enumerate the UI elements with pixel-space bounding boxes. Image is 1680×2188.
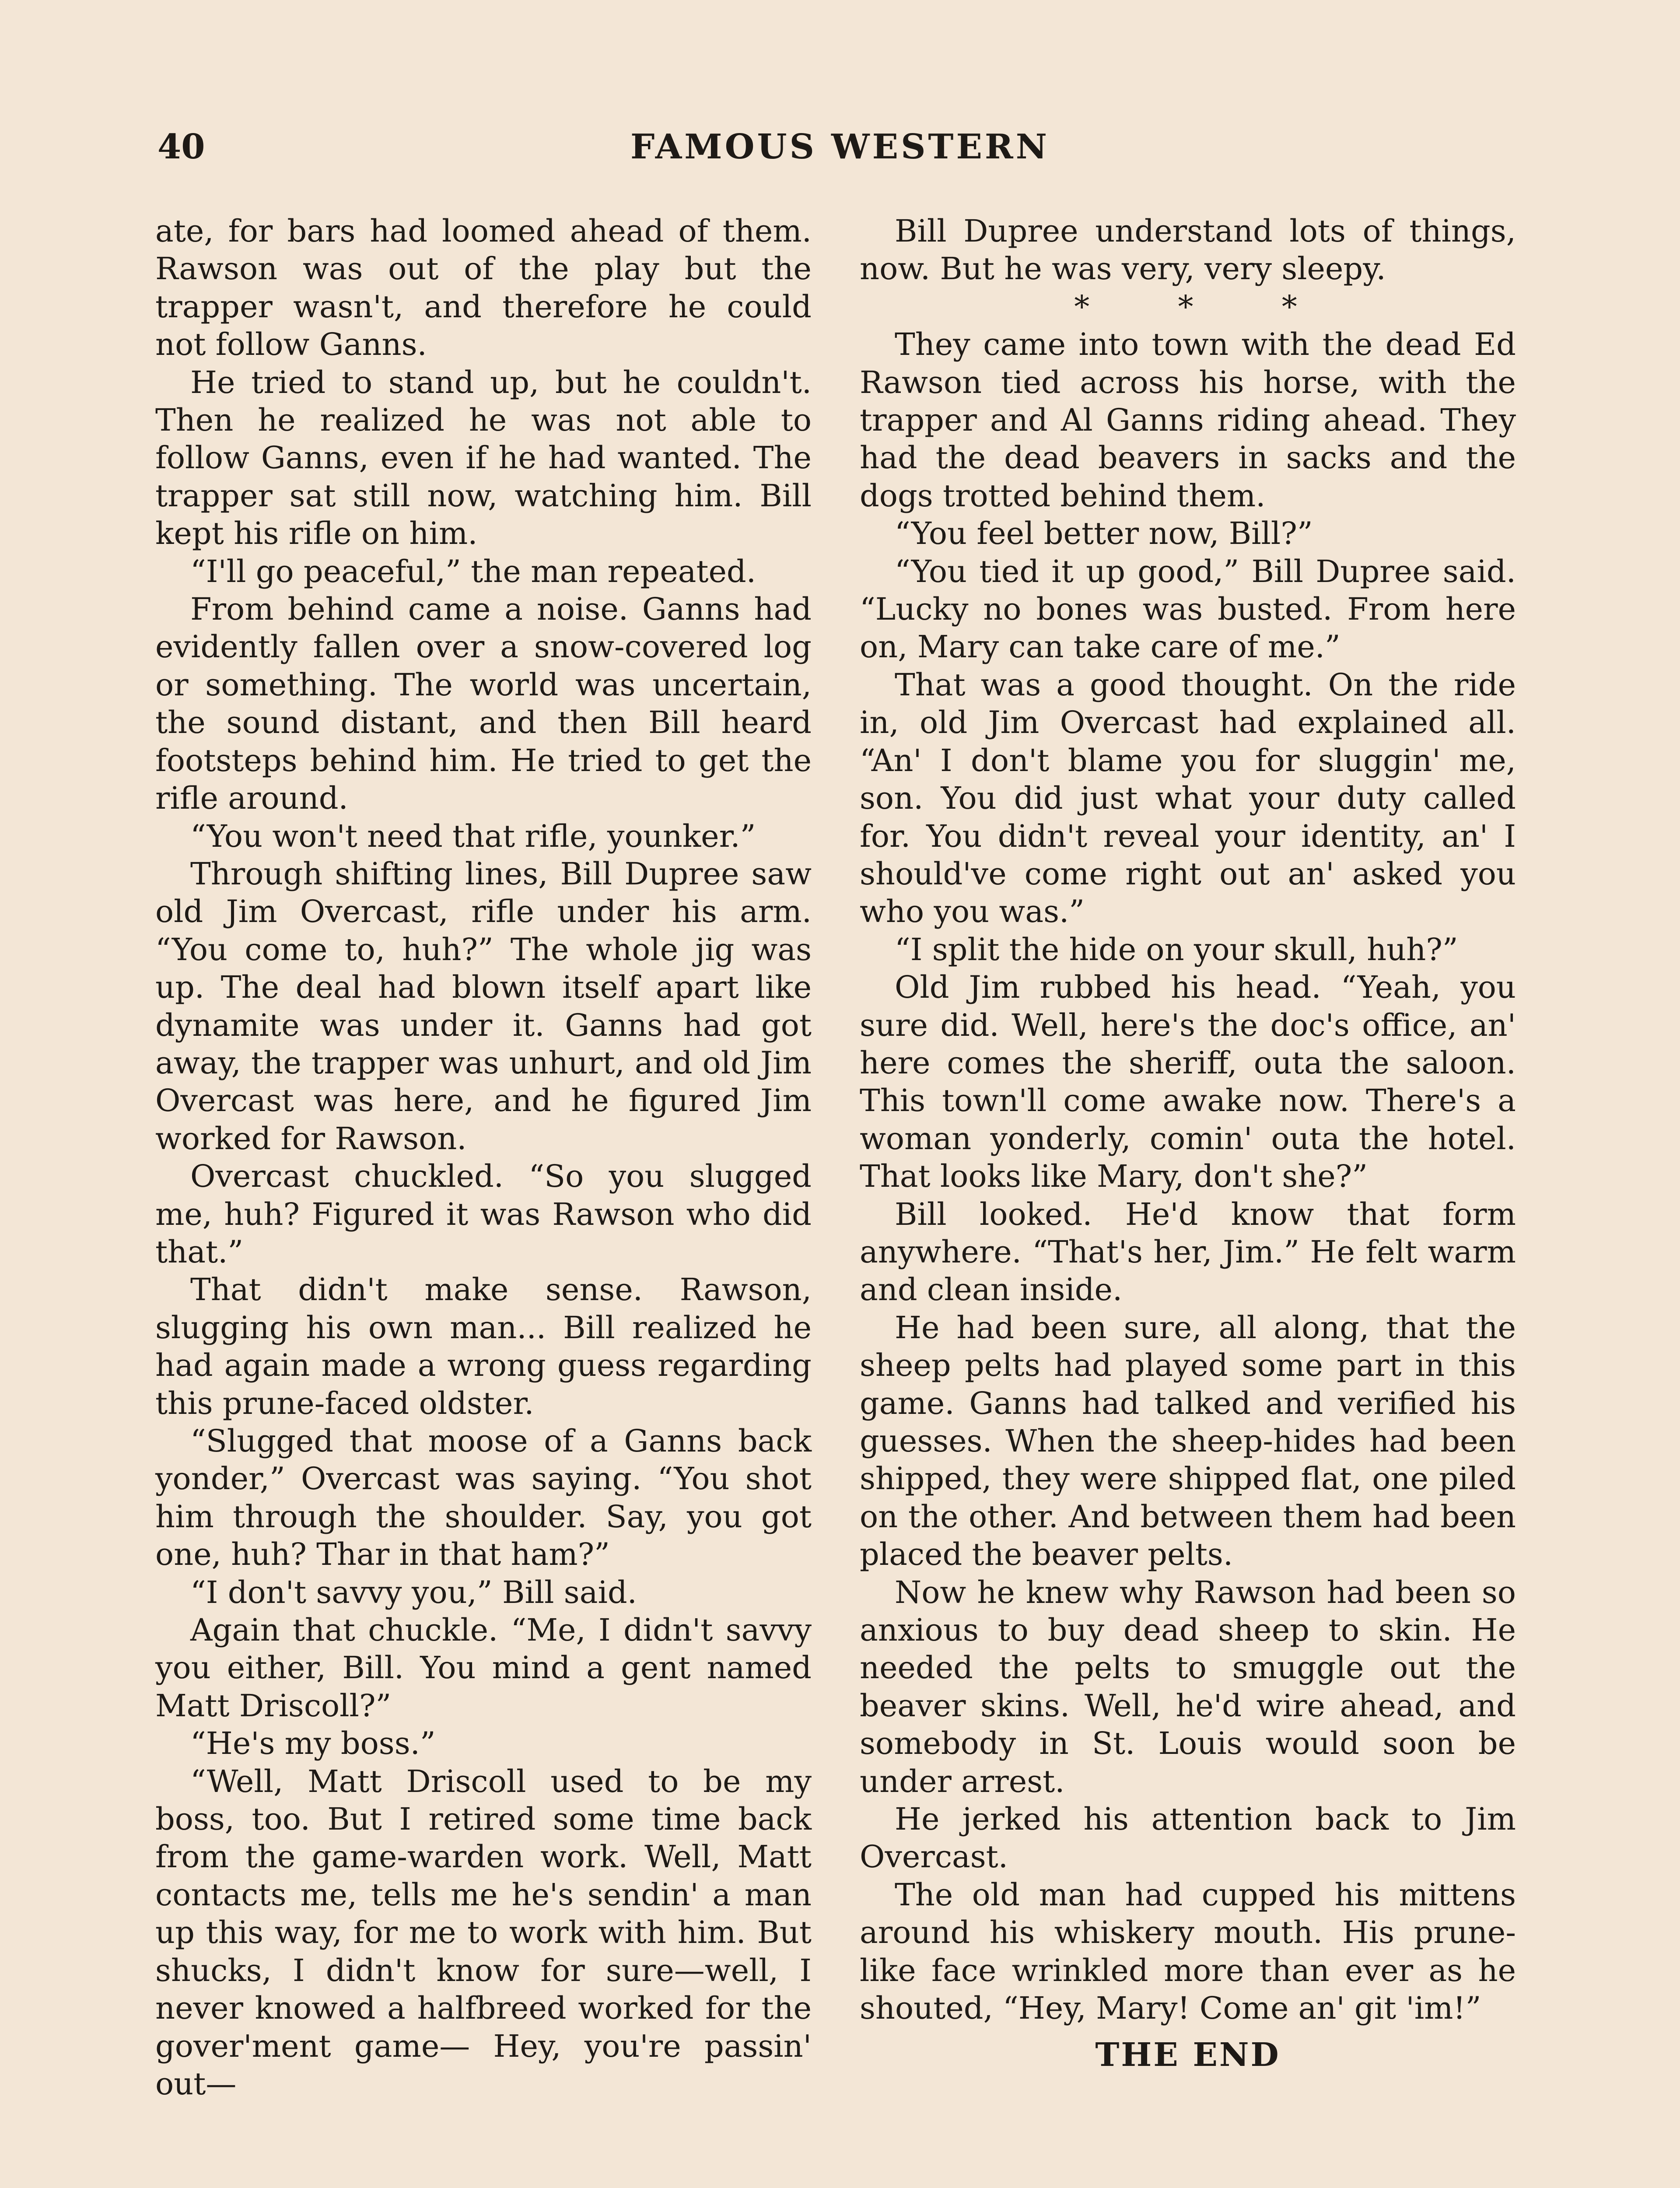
the-end-label: THE END [1095,2036,1281,2074]
paragraph: The old man had cupped his mittens around his whiskery mouth. His prune-like face wrinkled more than ever as he shouted, “Hey, Mary! Come an' git 'im!” [860,1876,1516,2027]
paragraph: “You feel better now, Bill?” [895,515,1313,552]
paragraph: That was a good thought. On the ride in, old Jim Overcast had explained all. “An' I don't blame you for sluggin' me, son. You did just what your duty called for. You didn't reveal your identity, an' I should've come right out an' asked you who you was.” [860,666,1516,930]
paragraph: From behind came a noise. Ganns had evidently fallen over a snow-covered log or something. The world was uncertain, the sound distant, and then Bill heard footsteps behind him. He tried to get the rifle around. [155,591,812,817]
section-break: * * * [1074,288,1302,325]
paragraph: “You won't need that rifle, younker.” [190,818,756,854]
paragraph: He jerked his attention back to Jim Overcast. [860,1801,1516,1875]
left-column [155,212,812,2103]
paragraph: “I don't savvy you,” Bill said. [190,1574,637,1610]
paragraph: Old Jim rubbed his head. “Yeah, you sure did. Well, here's the doc's office, an' here comes the sheriff, outa the saloon. This town'll come awake now. There's a woman yonderly, comin' outa the hotel. That looks like Mary, don't she?” [860,969,1516,1195]
paragraph: Bill looked. He'd know that form anywhere. “That's her, Jim.” He felt warm and clean inside. [860,1196,1516,1308]
paragraph: Through shifting lines, Bill Dupree saw old Jim Overcast, rifle under his arm. “You come to, huh?” The whole jig was up. The deal had blown itself apart like dynamite was under it. Ganns had got away, the trapper was unhurt, and old Jim Overcast was here, and he figured Jim worked for Rawson. [155,856,812,1157]
running-head: FAMOUS WESTERN [630,127,1050,167]
paragraph: Overcast chuckled. “So you slugged me, huh? Figured it was Rawson who did that.” [155,1158,812,1270]
right-column [860,212,1516,2074]
page-header [149,127,1531,175]
paragraph: He tried to stand up, but he couldn't. Then he realized he was not able to follow Ganns, even if he had wanted. The trapper sat still now, watching him. Bill kept his rifle on him. [155,364,812,552]
paragraph: Again that chuckle. “Me, I didn't savvy you either, Bill. You mind a gent named Matt Driscoll?” [155,1612,812,1724]
paragraph: “Well, Matt Driscoll used to be my boss, too. But I retired some time back from the game-warden work. Well, Matt contacts me, tells me he's sendin' a man up this way, for me to work with him. But shucks, I didn't know for sure—well, I never knowed a halfbreed worked for the gover'ment game— Hey, you're passin' out— [155,1763,812,2102]
paragraph: ate, for bars had loomed ahead of them. Rawson was out of the play but the trapper wasn't, and therefore he could not follow Ganns. [155,213,812,363]
paragraph: They came into town with the dead Ed Rawson tied across his horse, with the trapper and Al Ganns riding ahead. They had the dead beavers in sacks and the dogs trotted behind them. [860,326,1516,514]
paragraph: “Slugged that moose of a Ganns back yonder,” Overcast was saying. “You shot him through the shoulder. Say, you got one, huh? Thar in that ham?” [155,1423,812,1573]
paragraph: “I'll go peaceful,” the man repeated. [190,553,756,589]
paragraph: Now he knew why Rawson had been so anxious to buy dead sheep to skin. He needed the pelts to smuggle out the beaver skins. Well, he'd wire ahead, and somebody in St. Louis would soon be under arrest. [860,1574,1516,1799]
paragraph: That didn't make sense. Rawson, slugging his own man... Bill realized he had again made a wrong guess regarding this prune-faced oldster. [155,1272,812,1421]
paragraph: He had been sure, all along, that the sheep pelts had played some part in this game. Ganns had talked and verified his guesses. When the sheep-hides had been shipped, they were shipped flat, one piled on the other. And between them had been placed the beaver pelts. [860,1309,1516,1573]
paragraph: “He's my boss.” [190,1725,436,1762]
page-number: 40 [158,127,205,167]
paragraph: Bill Dupree understand lots of things, now. But he was very, very sleepy. [860,213,1516,287]
paragraph: “You tied it up good,” Bill Dupree said. “Lucky no bones was busted. From here on, Mary can take care of me.” [860,553,1516,665]
paragraph: “I split the hide on your skull, huh?” [895,931,1458,968]
